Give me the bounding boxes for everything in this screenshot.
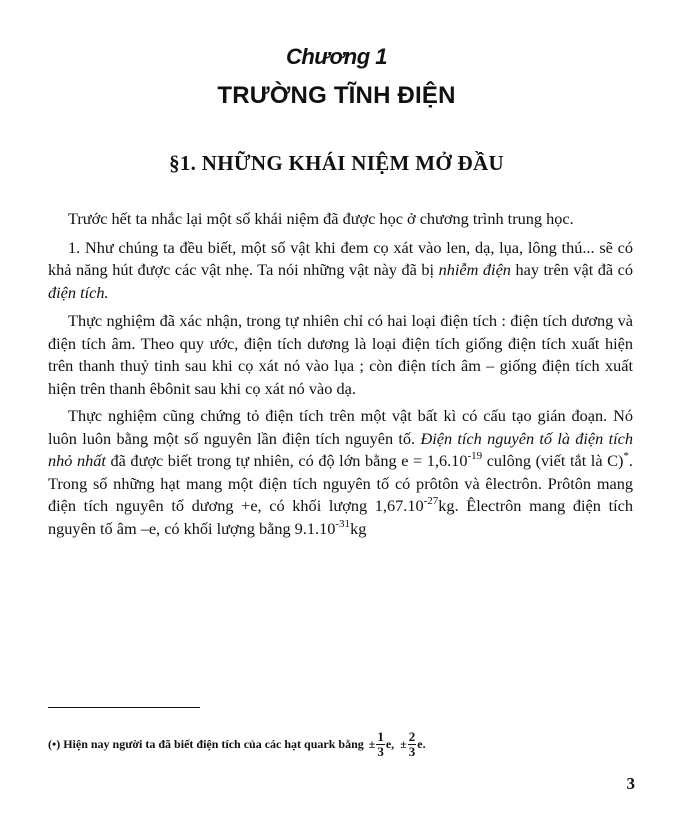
fraction-denominator: 3 (408, 744, 416, 759)
paragraph-text: hay trên vật đã có (515, 260, 634, 279)
exponent: -27 (423, 495, 439, 507)
paragraph-text: đã được biết trong tự nhiên, có độ lớn bằng e = 1,6.10 (110, 451, 468, 470)
paragraph-charge-types: Thực nghiệm đã xác nhận, trong tự nhiên chỉ có hai loại điện tích : điện tích dương và điện tích âm. Theo quy ước, điện tích dương là loại điện tích giống điện tích xuất hiện trên thanh thuỷ tinh sau khi cọ xát nó vào lụa ; còn điện tích âm – giống điện tích xuất hiện trên thanh êbônit sau khi cọ xát nó vào dạ. (48, 311, 633, 398)
exponent: -19 (467, 450, 483, 462)
fraction-denominator: 3 (377, 744, 384, 759)
fraction-numerator: 2 (408, 729, 416, 744)
chapter-label: Chương 1 (285, 44, 388, 69)
fraction-two-thirds (408, 730, 417, 759)
footnote-marker: * (623, 450, 629, 462)
emphasis-term: nhiễm điện (438, 260, 511, 279)
page-number: 3 (626, 774, 635, 793)
paragraph-text: kg. Êlectrôn mang điện tích nguyên tố âm –e, có khối lượng bằng 9.1.10 (48, 496, 633, 538)
emphasis-term: điện tích. (48, 282, 109, 302)
paragraph-text: kg (350, 518, 367, 538)
plus-minus-sign: ± (368, 737, 376, 751)
plus-minus-sign: ± (400, 737, 407, 751)
exponent: -31 (335, 517, 351, 530)
paragraph-intro: Trước hết ta nhắc lại một số khái niệm đã được học ở chương trình trung học. (68, 209, 574, 228)
fraction-one-third (376, 730, 385, 759)
emphasis-definition: Điện tích nguyên tố là điện tích nhỏ nhất (48, 428, 634, 470)
paragraph-text: culông (viết tắt là C) (486, 451, 624, 470)
paragraph-text: 1. Như chúng ta đều biết, một số vật khi đem cọ xát vào len, dạ, lụa, lông thú... sẽ có khả năng hút được các vật nhẹ. Ta nói những vật này đã bị (48, 237, 633, 279)
chapter-title: TRƯỜNG TĨNH ĐIỆN (217, 82, 456, 109)
charge-symbol: e, (385, 737, 395, 751)
body-text (48, 208, 633, 546)
paragraph-text: Thực nghiệm cũng chứng tỏ điện tích trên một vật bất kì có cấu tạo gián đoạn. Nó luôn luôn bằng một số nguyên lần điện tích nguyên tố. (48, 406, 633, 448)
footnote-divider (48, 707, 200, 708)
fraction-numerator: 1 (377, 729, 384, 744)
charge-symbol: e. (417, 737, 426, 751)
footnote (48, 730, 633, 759)
footnote-text: (•) Hiện nay người ta đã biết điện tích của các hạt quark bằng (48, 737, 364, 751)
section-title: §1. NHỮNG KHÁI NIỆM MỞ ĐẦU (169, 151, 504, 175)
paragraph-electrification (48, 237, 633, 305)
paragraph-elementary-charge (48, 405, 633, 540)
paragraph-text: . Trong số những hạt mang một điện tích nguyên tố có prôtôn và êlectrôn. Prôtôn mang điện tích nguyên tố dương +e, có khối lượng 1,67.10 (48, 451, 633, 515)
